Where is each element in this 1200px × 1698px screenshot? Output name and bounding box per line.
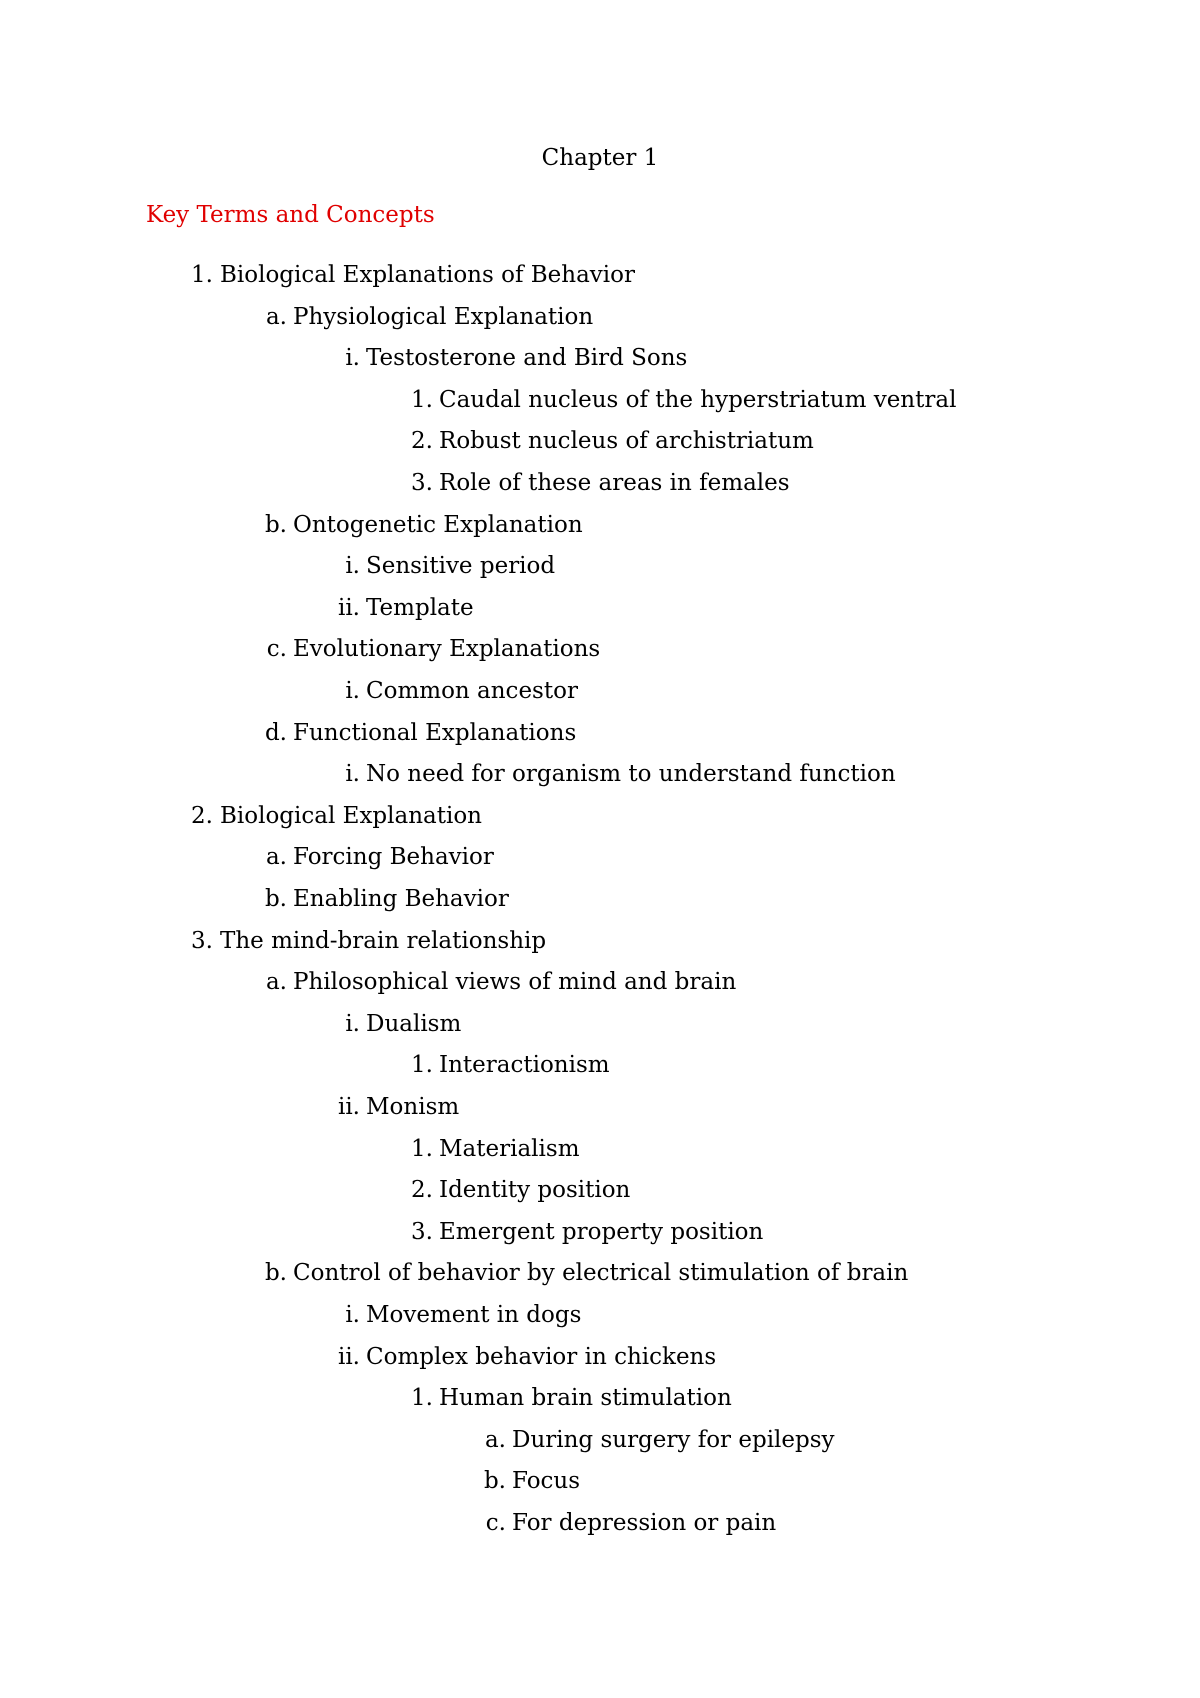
- outline-item-text: Ontogenetic Explanation: [293, 512, 583, 538]
- outline-item-text: Human brain stimulation: [439, 1385, 732, 1411]
- outline-item: [0, 1342, 1200, 1372]
- outline-item-marker: i.: [345, 553, 360, 579]
- outline-item-text: Caudal nucleus of the hyperstriatum ventral: [439, 387, 957, 413]
- outline-item-text: Movement in dogs: [366, 1302, 582, 1328]
- outline-item: [0, 1466, 1200, 1496]
- outline-item-marker: i.: [345, 345, 360, 371]
- outline-item-marker: a.: [265, 304, 287, 330]
- outline-item-text: Control of behavior by electrical stimulation of brain: [293, 1260, 909, 1286]
- outline-item-text: Biological Explanations of Behavior: [220, 262, 635, 288]
- outline-item-text: Robust nucleus of archistriatum: [439, 428, 814, 454]
- outline-item-marker: b.: [264, 1260, 287, 1286]
- outline-item-text: No need for organism to understand function: [366, 761, 896, 787]
- outline-item: [0, 1092, 1200, 1122]
- outline-item-text: Common ancestor: [366, 678, 578, 704]
- outline-item-marker: c.: [485, 1510, 506, 1536]
- outline-item-marker: i.: [345, 1302, 360, 1328]
- outline-item-text: Interactionism: [439, 1052, 610, 1078]
- outline-item-marker: 2.: [411, 1177, 433, 1203]
- outline-item: [0, 1383, 1200, 1413]
- outline-item-text: Biological Explanation: [220, 803, 482, 829]
- outline-item: [0, 1175, 1200, 1205]
- outline-item-marker: b.: [264, 886, 287, 912]
- outline-item: [0, 1300, 1200, 1330]
- outline-item-marker: 2.: [411, 428, 433, 454]
- outline-item-marker: i.: [345, 1011, 360, 1037]
- outline-item: [0, 1050, 1200, 1080]
- outline-item: [0, 551, 1200, 581]
- outline-item-marker: i.: [345, 761, 360, 787]
- outline-item-marker: 1.: [411, 1385, 433, 1411]
- outline-item-text: Physiological Explanation: [293, 304, 594, 330]
- outline-item: [0, 759, 1200, 789]
- outline-item-text: For depression or pain: [512, 1510, 777, 1536]
- outline-item-marker: 1.: [191, 262, 213, 288]
- outline-item-marker: ii.: [337, 1344, 360, 1370]
- outline-item: [0, 801, 1200, 831]
- outline-item-text: Functional Explanations: [293, 720, 577, 746]
- outline-item-marker: i.: [345, 678, 360, 704]
- outline-item: [0, 593, 1200, 623]
- outline-item-text: Monism: [366, 1094, 460, 1120]
- outline-item-text: Role of these areas in females: [439, 470, 790, 496]
- outline-item-marker: 1.: [411, 387, 433, 413]
- chapter-title: Chapter 1: [541, 145, 659, 171]
- outline-item: [0, 1009, 1200, 1039]
- outline-item-text: Sensitive period: [366, 553, 556, 579]
- outline-item: [0, 926, 1200, 956]
- outline-item: [0, 676, 1200, 706]
- outline-item: [0, 510, 1200, 540]
- outline-item: [0, 343, 1200, 373]
- outline-item-marker: 2.: [191, 803, 213, 829]
- outline-item-text: Dualism: [366, 1011, 462, 1037]
- outline-item: [0, 1258, 1200, 1288]
- outline-item-marker: ii.: [337, 1094, 360, 1120]
- outline-item-marker: a.: [484, 1427, 506, 1453]
- outline-item: [0, 718, 1200, 748]
- outline-item-text: Evolutionary Explanations: [293, 636, 601, 662]
- outline-item-marker: 3.: [411, 1219, 433, 1245]
- outline-item: [0, 1134, 1200, 1164]
- outline-item-marker: a.: [265, 969, 287, 995]
- outline-item: [0, 634, 1200, 664]
- outline-item-marker: 1.: [411, 1052, 433, 1078]
- outline-item-marker: 1.: [411, 1136, 433, 1162]
- outline-item-text: Complex behavior in chickens: [366, 1344, 717, 1370]
- outline-item-text: Emergent property position: [439, 1219, 764, 1245]
- outline-item-text: Forcing Behavior: [293, 844, 494, 870]
- outline-item-marker: a.: [265, 844, 287, 870]
- outline-item-marker: ii.: [337, 595, 360, 621]
- outline-item-text: The mind-brain relationship: [220, 928, 547, 954]
- outline-item: [0, 260, 1200, 290]
- outline-item-text: Template: [366, 595, 474, 621]
- outline-item: [0, 967, 1200, 997]
- outline-item: [0, 468, 1200, 498]
- outline-item: [0, 302, 1200, 332]
- outline-item-text: Focus: [512, 1468, 581, 1494]
- outline-item: [0, 842, 1200, 872]
- outline-item-text: Enabling Behavior: [293, 886, 509, 912]
- outline-item: [0, 385, 1200, 415]
- outline-item-marker: b.: [483, 1468, 506, 1494]
- outline-item-text: Philosophical views of mind and brain: [293, 969, 737, 995]
- outline-item-text: Materialism: [439, 1136, 580, 1162]
- outline-item-text: Testosterone and Bird Sons: [366, 345, 688, 371]
- outline-item-marker: c.: [266, 636, 287, 662]
- outline-item: [0, 1217, 1200, 1247]
- outline-item-marker: b.: [264, 512, 287, 538]
- outline-item: [0, 1425, 1200, 1455]
- outline-item-text: During surgery for epilepsy: [512, 1427, 835, 1453]
- outline-item-marker: 3.: [191, 928, 213, 954]
- outline-item-marker: 3.: [411, 470, 433, 496]
- outline-item: [0, 884, 1200, 914]
- outline-item: [0, 426, 1200, 456]
- section-heading: Key Terms and Concepts: [146, 202, 435, 228]
- outline-item: [0, 1508, 1200, 1538]
- outline-item-marker: d.: [264, 720, 287, 746]
- outline-item-text: Identity position: [439, 1177, 631, 1203]
